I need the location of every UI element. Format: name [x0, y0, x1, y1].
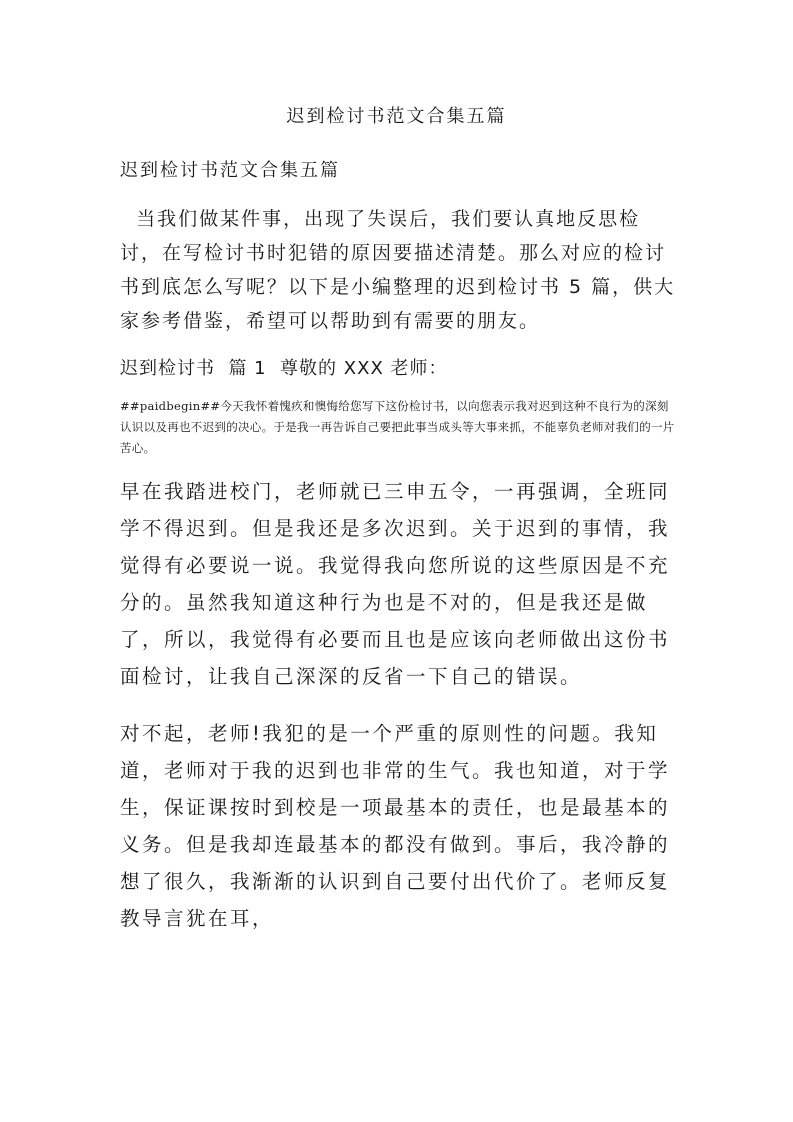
- document-title: 迟到检讨书范文合集五篇: [286, 106, 507, 127]
- section-heading: 迟到检讨书 篇 1 尊敬的 XXX 老师：: [120, 358, 448, 379]
- document-body: [120, 156, 680, 957]
- body-paragraph-1: 早在我踏进校门，老师就已三申五令，一再强调，全班同学不得迟到。但是我还是多次迟到。关于迟到的事情，我觉得有必要说一说。我觉得我向您所说的这些原因是不充分的。虽然我知道这种行为也是不对的，但是我还是做了，所以，我觉得有必要而且也是应该向老师做出这份书面检讨，让我自己深深的反省一下自己的错误。: [120, 480, 671, 688]
- document-subtitle: 迟到检讨书范文合集五篇: [120, 160, 340, 181]
- body-paragraph-2: 对不起，老师!我犯的是一个严重的原则性的问题。我知道，老师对于我的迟到也非常的生气。我也知道，对于学生，保证课按时到校是一项最基本的责任，也是最基本的义务。但是我却连最基本的都没有做到。事后，我冷静的想了很久，我渐渐的认识到自己要付出代价了。老师反复教导言犹在耳，: [120, 722, 671, 930]
- intro-paragraph: 当我们做某件事，出现了失误后，我们要认真地反思检讨，在写检讨书时犯错的原因要描述清楚。那么对应的检讨书到底怎么写呢？以下是小编整理的迟到检讨书 5 篇，供大家参考借鉴，希望可以帮助到有需要的朋友。: [120, 208, 676, 332]
- small-print-paragraph: ##paidbegin##今天我怀着愧疚和懊悔给您写下这份检讨书，以向您表示我对迟到这种不良行为的深刻认识以及再也不迟到的决心。于是我一再告诉自己要把此事当成头等大事来抓，不能辜负老师对我们的一片苦心。: [120, 399, 675, 455]
